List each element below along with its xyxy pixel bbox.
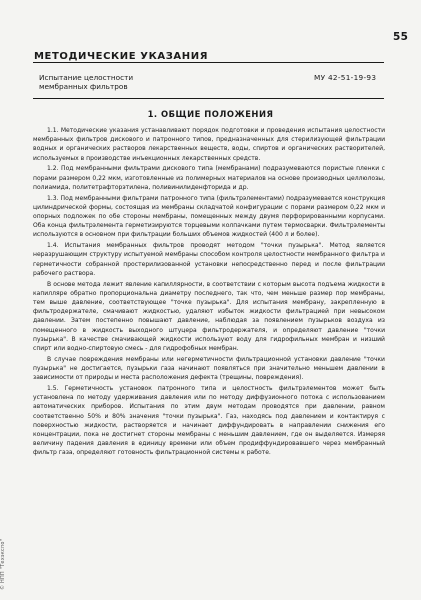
title-rule (33, 98, 384, 99)
paragraph-1-2: 1.2. Под мембранными фильтрами дискового типа (мембранами) подразумеваются пористые пленки с порами размером 0,22 мкм, изготовленные из полимерных материалов на основе производных целлюлозы, полиамида, политетрафторэтилена, поливинилиденфторида и др. (33, 165, 385, 191)
paragraph-1-5: 1.5. Герметичность установок патронного типа и целостность фильтрэлементов может быть установлена по методу удерживания давления или по методу диффузионного потока с использованием автоматических приборов. Испытания по этим двум методам проводятся при давлении, равном соответственно 50% и 80% значения "точки пузырька". Газ, находясь под давлением и контактируя с поверхностью жидкости, растворяется и начинает диффундировать в направлении снижения его концентрации, пока не достигнет стороны мембраны с меньшим давлением, где он выделяется. Измеряя величину падения давления в единицу времени или объем продиффундировавшего через мембранный фильтр газа, определяют готовность фильтрационной системы к работе. (33, 385, 385, 457)
document-title-line-2: мембранных фильтров (39, 82, 128, 91)
document-title (39, 73, 133, 91)
document-code: МУ 42-51-19-93 (314, 73, 377, 82)
section-heading: 1. ОБЩИЕ ПОЛОЖЕНИЯ (147, 109, 274, 119)
series-title: МЕТОДИЧЕСКИЕ УКАЗАНИЯ (34, 51, 208, 62)
header-rule (33, 62, 384, 63)
body-text (33, 126, 385, 459)
paragraph-1-3: 1.3. Под мембранными фильтрами патронного типа (фильтрэлементами) подразумевается конструкция цилиндрической формы, состоящая из мембраны складчатой конфигурации с порами размером 0,22 мкм и опорных подложек по обе стороны мембраны, помещенных между двумя перфорированными корпусами. Оба конца фильтрэлемента герметизируются торцевыми колпачками путем термосварки. Фильтрэлементы используются в основном при фильтрации больших объемов жидкостей (400 л и более). (33, 194, 385, 239)
paragraph-1-1: 1.1. Методические указания устанавливают порядок подготовки и проведения испытания целостности мембранных фильтров дискового и патронного типов, предназначенных для стерилизующей фильтрации водных и органических растворов лекарственных веществ, воды, спиртов и органических растворителей, используемых в производстве инъекционных лекарственных средств. (33, 127, 385, 162)
paragraph-1-4: 1.4. Испытания мембранных фильтров проводят методом "точки пузырька". Метод является неразрушающим структуру испытуемой мембраны способом контроля целостности мембранного фильтра и герметичности собранной простерилизованной установки непосредственно перед и после фильтрации рабочего раствора. (33, 242, 385, 277)
page-number: 55 (393, 31, 409, 43)
document-title-line-1: Испытание целостности (39, 73, 134, 82)
paragraph-method-basis: В основе метода лежит явление капиллярности, в соответствии с которым высота подъема жидкости в капилляре обратно пропорциональна диаметру последнего, так что, чем меньше размер пор мембраны, тем выше давление, соответствующее "точке пузырька". Для испытания мембрану, закрепленную в фильтродержателе, смачивают жидкостью, удаляют избыток жидкости фильтрацией при невысоком давлении. Затем постепенно повышают давление, наблюдая за появлением пузырьков воздуха из помещенного в жидкость выходного штуцера фильтродержателя, и определяют давление "точки пузырька". В качестве смачивающей жидкости используют воду для гидрофильных мембран и низший спирт или водно-спиртовую смесь - для гидрофобных мембран. (33, 280, 385, 353)
paragraph-damage-case: В случае повреждения мембраны или негерметичности фильтрационной установки давление "точки пузырька" не достигается, пузырьки газа начинают появляться при значительно меньшем давлении в зависимости от природы и места расположения дефекта (трещины, повреждения). (33, 355, 385, 382)
copyright-stamp: © НПП "Техэкспо" (0, 538, 6, 590)
